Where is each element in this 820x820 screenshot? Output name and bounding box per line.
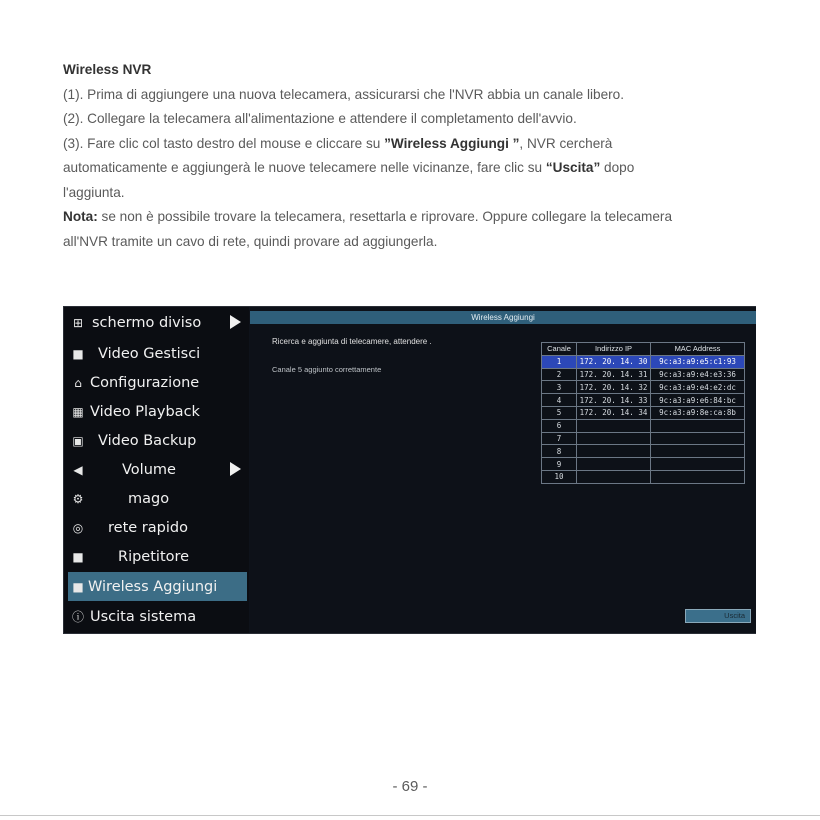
step-3-cont: automaticamente e aggiungerà le nuove telecamere nelle vicinanze, fare clic su “Uscita” dopo (63, 160, 635, 175)
column-header: Indirizzo IP (577, 343, 651, 356)
film-icon: ▦ (72, 404, 84, 419)
ip-cell (577, 432, 651, 445)
mac-cell: 9c:a3:a9:e4:e3:36 (651, 368, 745, 381)
ip-cell (577, 419, 651, 432)
menu-item-system-exit[interactable] (68, 602, 247, 631)
menu-item-label: mago (128, 490, 170, 507)
menu-item-video-backup[interactable] (68, 426, 247, 455)
menu-item-label: Video Gestisci (98, 345, 201, 362)
channel-cell: 6 (542, 419, 577, 432)
note: Nota: se non è possibile trovare la telecamera, resettarla e riprovare. Oppure collegare la telecamera (63, 209, 672, 224)
menu-item-quick-network[interactable] (68, 513, 247, 542)
step-2: (2). Collegare la telecamera all'alimentazione e attendere il completamento dell'avvio. (63, 111, 577, 126)
page-number: - 69 - (392, 778, 428, 795)
menu-item-label: schermo diviso (92, 314, 202, 331)
menu-item-split-screen[interactable] (68, 308, 247, 337)
table-row[interactable] (542, 470, 745, 483)
ip-cell (577, 458, 651, 471)
mac-cell (651, 458, 745, 471)
ip-cell: 172. 20. 14. 32 (577, 381, 651, 394)
menu-item-label: Uscita sistema (90, 608, 197, 625)
mac-cell: 9c:a3:a9:e6:84:bc (651, 394, 745, 407)
ip-cell: 172. 20. 14. 31 (577, 368, 651, 381)
ip-cell: 172. 20. 14. 30 (577, 355, 651, 368)
step-1: (1). Prima di aggiungere una nuova telecamera, assicurarsi che l'NVR abbia un canale libero. (63, 86, 624, 102)
menu-item-label: Video Playback (90, 403, 200, 420)
camera-icon: ■ (72, 346, 84, 361)
step-3: (3). Fare clic col tasto destro del mouse e cliccare su ”Wireless Aggiungi ”, NVR cercherà (63, 135, 613, 151)
submenu-arrow-icon (230, 462, 241, 476)
speaker-icon: ◀ (73, 462, 83, 477)
mac-cell: 9c:a3:a9:e5:c1:93 (651, 355, 745, 368)
menu-item-label: Ripetitore (118, 548, 190, 565)
footer-divider (0, 815, 820, 816)
menu-item-repeater[interactable] (68, 542, 247, 571)
menu-item-configuration[interactable] (68, 368, 247, 397)
repeater-camera-icon: ■ (72, 549, 84, 564)
table-row[interactable] (542, 355, 745, 368)
ip-cell (577, 470, 651, 483)
ip-cell: 172. 20. 14. 33 (577, 394, 651, 407)
table-row[interactable] (542, 432, 745, 445)
channel-cell: 9 (542, 458, 577, 471)
power-icon: ⓘ (71, 610, 84, 624)
menu-item-label: Configurazione (90, 374, 200, 391)
ip-cell (577, 445, 651, 458)
menu-item-wireless-add[interactable] (68, 572, 247, 601)
grid-icon: ⊞ (72, 315, 84, 330)
channel-cell: 7 (542, 432, 577, 445)
table-row[interactable] (542, 419, 745, 432)
mac-cell (651, 445, 745, 458)
channel-cell: 10 (542, 470, 577, 483)
home-icon: ⌂ (74, 375, 82, 390)
column-header: MAC Address (651, 343, 745, 356)
submenu-arrow-icon (230, 315, 241, 329)
channel-cell: 5 (542, 406, 577, 419)
menu-item-label: Video Backup (98, 432, 197, 449)
channel-cell: 4 (542, 394, 577, 407)
wireless-camera-icon: ■ (72, 579, 84, 594)
globe-icon: ◎ (72, 520, 84, 535)
note-cont: all'NVR tramite un cavo di rete, quindi provare ad aggiungerla. (63, 233, 438, 249)
step-3-end: l'aggiunta. (63, 184, 125, 200)
table-row[interactable] (542, 394, 745, 407)
ip-cell: 172. 20. 14. 34 (577, 406, 651, 419)
gears-icon: ⚙ (72, 491, 84, 506)
instructions-text (63, 58, 763, 254)
menu-item-video-playback[interactable] (68, 397, 247, 426)
menu-item-video-manage[interactable] (68, 339, 247, 368)
nvr-screenshot (63, 306, 756, 634)
mac-cell: 9c:a3:a9:8e:ca:8b (651, 406, 745, 419)
exit-button[interactable]: Uscita (685, 609, 751, 623)
floppy-icon: ▣ (72, 433, 84, 448)
table-row[interactable] (542, 368, 745, 381)
table-row[interactable] (542, 381, 745, 394)
camera-table (541, 342, 745, 484)
menu-item-label: Wireless Aggiungi (88, 578, 218, 595)
dialog-title: Wireless Aggiungi (250, 311, 756, 324)
mac-cell (651, 470, 745, 483)
menu-item-volume[interactable] (68, 455, 247, 484)
channel-cell: 8 (542, 445, 577, 458)
channel-cell: 3 (542, 381, 577, 394)
table-row[interactable] (542, 458, 745, 471)
mac-cell (651, 432, 745, 445)
column-header: Canale (542, 343, 577, 356)
table-row[interactable] (542, 406, 745, 419)
added-status: Canale 5 aggiunto correttamente (272, 365, 382, 374)
table-header-row (542, 343, 745, 356)
channel-cell: 1 (542, 355, 577, 368)
wireless-add-dialog (250, 307, 756, 633)
mac-cell: 9c:a3:a9:e4:e2:dc (651, 381, 745, 394)
channel-cell: 2 (542, 368, 577, 381)
table-row[interactable] (542, 445, 745, 458)
menu-item-label: rete rapido (108, 519, 188, 536)
mac-cell (651, 419, 745, 432)
menu-item-label: Volume (122, 461, 176, 478)
context-menu (64, 307, 249, 633)
doc-heading: Wireless NVR (63, 62, 152, 77)
search-status: Ricerca e aggiunta di telecamere, attendere . (272, 337, 432, 346)
menu-item-wizard[interactable] (68, 484, 247, 513)
